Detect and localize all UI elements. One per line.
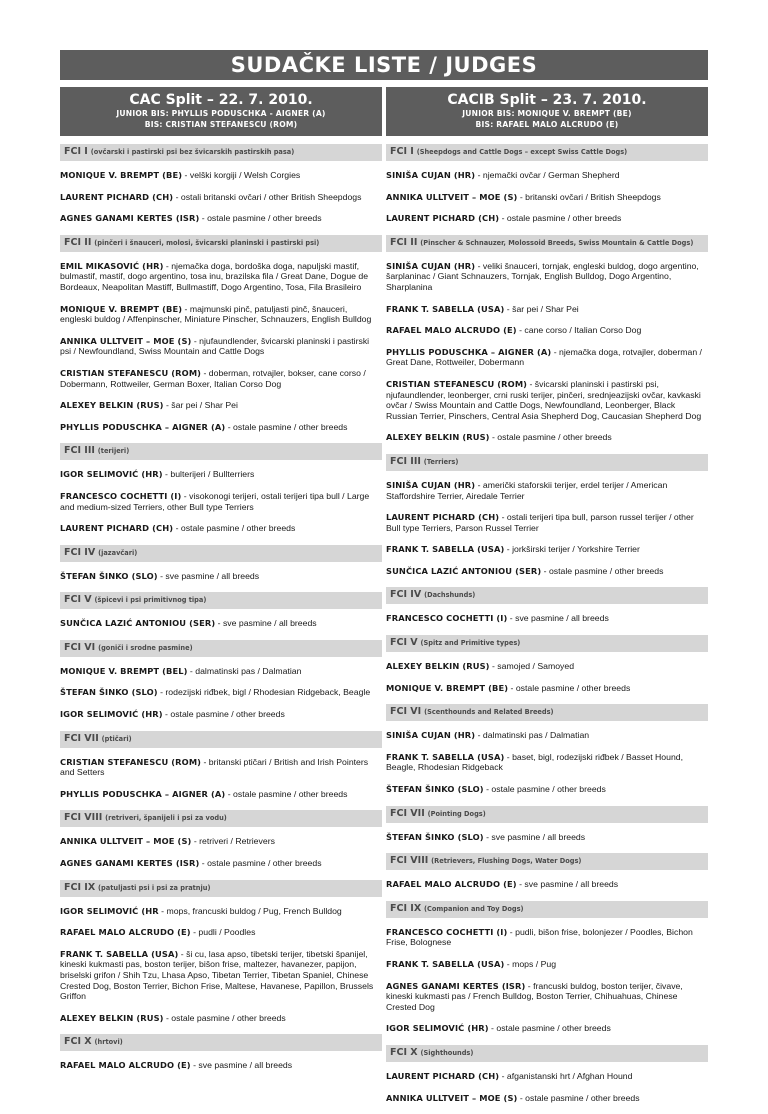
breed-assignment: - ostale pasmine / other breeds xyxy=(541,565,664,576)
judge-entry xyxy=(386,1023,708,1034)
fci-group-name: (hrtovi) xyxy=(94,1038,123,1047)
judge-entry xyxy=(60,304,382,325)
judge-entry xyxy=(386,432,708,443)
breed-assignment: - ši cu, lasa apso, tibetski terijer, tibetski španijel, kineski kukmasti pas, boston terijer, bišon frise, maltezer, havanezer, papijon, briselski grifon / Shih Tzu, Lhasa Apso, Tibetan Terrier, Tibetan Spaniel, Chinese Crested Dog, Boston Terrier, Bichon Frise, Maltese, Havanese, Papillon, Brussels Griffon xyxy=(60,948,374,1002)
judge-name: SUNČICA LAZIĆ ANTONIOU (SER) xyxy=(60,618,216,629)
breed-assignment: - ostale pasmine / other breeds xyxy=(489,432,612,443)
column-title: CAC Split – 22. 7. 2010. xyxy=(129,92,313,108)
judge-name: ŠTEFAN ŠINKO (SLO) xyxy=(386,831,484,842)
fci-group xyxy=(60,731,382,800)
fci-group-name: (terijeri) xyxy=(97,447,130,456)
fci-group-header xyxy=(60,235,382,252)
bis-line: BIS: CRISTIAN STEFANESCU (ROM) xyxy=(144,119,298,129)
fci-group-header xyxy=(386,901,708,918)
judge-name: ANNIKA ULLTVEIT – MOE (S) xyxy=(386,1092,518,1103)
judge-name: SINIŠA CUJAN (HR) xyxy=(386,260,476,271)
judge-name: RAFAEL MALO ALCRUDO (E) xyxy=(60,1060,191,1071)
judge-entry xyxy=(60,422,382,433)
fci-group-header xyxy=(386,1045,708,1062)
judge-name: RAFAEL MALO ALCRUDO (E) xyxy=(386,325,517,336)
fci-group xyxy=(60,1034,382,1071)
fci-group-header xyxy=(60,810,382,827)
breed-assignment: - dalmatinski pas / Dalmatian xyxy=(475,730,590,741)
fci-group-header xyxy=(60,731,382,748)
judge-name: MONIQUE V. BREMPT (BEL) xyxy=(60,665,188,676)
fci-group xyxy=(386,454,708,577)
page-title: SUDAČKE LISTE / JUDGES xyxy=(60,50,708,80)
breed-assignment: - velški korgiji / Welsh Corgies xyxy=(182,170,301,180)
judge-name: ANNIKA ULLTVEIT – MOE (S) xyxy=(60,836,192,847)
judge-name: EMIL MIKASOVIĆ (HR) xyxy=(60,260,164,271)
judge-name: IGOR SELIMOVIĆ (HR) xyxy=(60,469,163,480)
breed-assignment: - rodezijski riđbek, bigl / Rhodesian Ridgeback, Beagle xyxy=(157,687,371,698)
fci-group-number: FCI VIII xyxy=(64,812,103,824)
judge-entry xyxy=(60,858,382,869)
fci-group-name: (špicevi i psi primitivnog tipa) xyxy=(94,596,207,605)
judge-name: CRISTIAN STEFANESCU (ROM) xyxy=(386,378,528,389)
cac-header xyxy=(60,87,382,136)
judge-entry xyxy=(60,213,382,224)
judge-name: AGNES GANAMI KERTES (ISR) xyxy=(60,858,200,869)
judge-entry xyxy=(60,192,382,203)
judge-name: ŠTEFAN ŠINKO (SLO) xyxy=(386,784,484,795)
breed-assignment: - mops, francuski buldog / Pug, French Bulldog xyxy=(158,905,342,916)
judge-entry xyxy=(60,400,382,411)
fci-group-header xyxy=(386,454,708,471)
fci-group xyxy=(386,806,708,843)
judge-name: ALEXEY BELKIN (RUS) xyxy=(386,432,490,443)
fci-group xyxy=(60,810,382,868)
judge-entry xyxy=(386,480,708,501)
breed-assignment: - ostali britanski ovčari / other British Sheepdogs xyxy=(173,191,362,202)
judge-entry xyxy=(60,336,382,357)
fci-group-number: FCI VI xyxy=(64,641,96,653)
fci-group-header xyxy=(60,880,382,897)
fci-group-header xyxy=(386,806,708,823)
cac-column xyxy=(60,87,382,1082)
judge-name: PHYLLIS PODUSCHKA – AIGNER (A) xyxy=(386,346,552,357)
group-list xyxy=(60,144,382,1071)
breed-assignment: - pudli, bišon frise, bolonjezer / Poodles, Bichon Frise, Bolognese xyxy=(386,926,693,948)
judge-name: IGOR SELIMOVIĆ (HR) xyxy=(386,1023,489,1034)
judge-entry xyxy=(386,613,708,624)
breed-assignment: - visokonogi terijeri, ostali terijeri tipa bull / Large and medium-sized Terriers, other Bull type Terriers xyxy=(60,490,370,512)
judge-entry xyxy=(386,784,708,795)
group-list xyxy=(386,144,708,1103)
judge-name: LAURENT PICHARD (CH) xyxy=(386,512,500,523)
breed-assignment: - dalmatinski pas / Dalmatian xyxy=(187,665,302,676)
fci-group-number: FCI I xyxy=(64,146,88,157)
fci-group-name: (Dachshunds) xyxy=(424,591,476,600)
breed-assignment: - šar pei / Shar Pei xyxy=(504,303,579,314)
fci-group-header xyxy=(60,443,382,460)
judge-entry xyxy=(60,906,382,917)
judge-name: ŠTEFAN ŠINKO (SLO) xyxy=(60,687,158,698)
judge-entry xyxy=(386,730,708,741)
breed-assignment: - bulterijeri / Bullterriers xyxy=(162,469,255,480)
fci-group xyxy=(60,545,382,582)
breed-assignment: - ostale pasmine / other breeds xyxy=(199,213,322,224)
judge-entry xyxy=(386,959,708,970)
fci-group-number: FCI III xyxy=(390,455,421,467)
fci-group xyxy=(60,443,382,533)
fci-group xyxy=(386,704,708,794)
judge-name: FRANK T. SABELLA (USA) xyxy=(386,751,505,762)
breed-assignment: - veliki šnauceri, tornjak, engleski buldog, dogo argentino, šarplaninac / Giant Schnauzers, Tornjak, English Bulldog, Dogo Argentino, Sharplanina xyxy=(386,260,699,292)
breed-assignment: - samojed / Samoyed xyxy=(489,661,575,672)
fci-group xyxy=(60,235,382,433)
judge-entry xyxy=(60,666,382,677)
fci-group-number: FCI IV xyxy=(64,546,96,558)
judge-name: SINIŠA CUJAN (HR) xyxy=(386,730,476,741)
breed-assignment: - šar pei / Shar Pei xyxy=(163,400,238,411)
judge-entry xyxy=(60,789,382,800)
fci-group xyxy=(60,880,382,1024)
breed-assignment: - švicarski planinski i pastirski psi, njufaundlender, leonberger, crni ruski terijer, pinčeri, srednjeazijski ovčar, kavkaski ovčar / Swiss Mountain and Cattle Dogs, Newfoundland, Leonberger, Black Russian Terrier, Pinschers, Central Asia Shepherd Dog, Caucasian Shepherd Dog xyxy=(386,378,702,421)
judge-entry xyxy=(386,683,708,694)
fci-group-header xyxy=(386,235,708,252)
breed-assignment: - mops / Pug xyxy=(504,959,557,969)
judge-name: FRANCESCO COCHETTI (I) xyxy=(60,490,182,501)
fci-group-name: (Sheepdogs and Cattle Dogs – except Swiss Cattle Dogs) xyxy=(416,148,628,156)
breed-assignment: - ostale pasmine / other breeds xyxy=(225,788,348,799)
judge-entry xyxy=(386,1093,708,1104)
breed-assignment: - pudli / Poodles xyxy=(190,927,256,938)
judge-entry xyxy=(60,709,382,720)
judge-name: SINIŠA CUJAN (HR) xyxy=(386,170,476,180)
breed-assignment: - retriveri / Retrievers xyxy=(191,836,275,847)
junior-bis-line: JUNIOR BIS: MONIQUE V. BREMPT (BE) xyxy=(462,109,632,118)
breed-assignment: - ostale pasmine / other breeds xyxy=(499,213,622,224)
judge-name: RAFAEL MALO ALCRUDO (E) xyxy=(60,927,191,938)
breed-assignment: - njufaundlender, švicarski planinski i pastirski psi / Newfoundland, Swiss Mountain and Cattle Dogs xyxy=(60,335,370,357)
fci-group xyxy=(386,853,708,890)
fci-group-header xyxy=(386,587,708,604)
breed-assignment: - doberman, rotvajler, bokser, cane corso / Dobermann, Rottweiler, German Boxer, Italian Corso Dog xyxy=(60,367,366,389)
judge-name: ALEXEY BELKIN (RUS) xyxy=(60,400,164,411)
judge-entry xyxy=(386,379,708,421)
breed-assignment: - njemački ovčar / German Shepherd xyxy=(475,170,620,180)
breed-assignment: - ostale pasmine / other breeds xyxy=(162,709,285,720)
fci-group xyxy=(386,144,708,224)
breed-assignment: - ostale pasmine / other breeds xyxy=(483,784,606,795)
breed-assignment: - ostale pasmine / other breeds xyxy=(163,1012,286,1023)
judge-name: FRANCESCO COCHETTI (I) xyxy=(386,926,508,937)
judge-entry xyxy=(60,523,382,534)
fci-group-number: FCI VII xyxy=(390,807,425,819)
judge-entry xyxy=(60,687,382,698)
fci-group-name: (Terriers) xyxy=(423,457,459,466)
judge-entry xyxy=(386,832,708,843)
breed-assignment: - ostale pasmine / other breeds xyxy=(173,523,296,534)
fci-group-header xyxy=(386,635,708,652)
judge-name: SINIŠA CUJAN (HR) xyxy=(386,479,476,490)
judge-name: ŠTEFAN ŠINKO (SLO) xyxy=(60,570,158,581)
judge-entry xyxy=(386,213,708,224)
fci-group-header xyxy=(60,592,382,609)
fci-group-header xyxy=(60,144,382,161)
judge-name: PHYLLIS PODUSCHKA – AIGNER (A) xyxy=(60,421,226,432)
breed-assignment: - jorkširski terijer / Yorkshire Terrier xyxy=(504,544,640,555)
judge-entry xyxy=(60,571,382,582)
judge-entry xyxy=(386,325,708,336)
fci-group xyxy=(386,235,708,443)
judge-entry xyxy=(60,170,382,181)
judge-entry xyxy=(386,752,708,773)
fci-group-number: FCI I xyxy=(390,146,414,157)
fci-group-name: (Sighthounds) xyxy=(420,1048,474,1057)
judge-entry xyxy=(386,192,708,203)
judge-entry xyxy=(386,927,708,948)
judge-name: LAURENT PICHARD (CH) xyxy=(386,1070,500,1081)
breed-assignment: - sve pasmine / all breeds xyxy=(190,1060,293,1071)
fci-group-name: (ovčarski i pastirski psi bez švicarskih pastirskih pasa) xyxy=(90,148,295,156)
breed-assignment: - sve pasmine / all breeds xyxy=(157,570,260,581)
breed-assignment: - afganistanski hrt / Afghan Hound xyxy=(499,1070,633,1081)
judge-name: SUNČICA LAZIĆ ANTONIOU (SER) xyxy=(386,565,542,576)
judge-name: FRANCESCO COCHETTI (I) xyxy=(386,613,508,624)
fci-group-number: FCI II xyxy=(390,236,418,248)
breed-assignment: - ostale pasmine / other breeds xyxy=(517,1092,640,1103)
fci-group-name: (retriveri, španijeli i psi za vodu) xyxy=(105,814,227,823)
fci-group-number: FCI IX xyxy=(64,881,96,893)
judge-name: ANNIKA ULLTVEIT – MOE (S) xyxy=(386,191,518,202)
fci-group-number: FCI V xyxy=(390,637,418,649)
fci-group-name: (ptičari) xyxy=(101,734,132,743)
fci-group-name: (Scenthounds and Related Breeds) xyxy=(424,708,554,717)
judge-entry xyxy=(60,836,382,847)
judge-entry xyxy=(60,261,382,293)
fci-group-number: FCI X xyxy=(390,1046,418,1058)
fci-group-header xyxy=(386,704,708,721)
fci-group-header xyxy=(386,144,708,161)
judge-name: FRANK T. SABELLA (USA) xyxy=(386,959,505,969)
breed-assignment: - njemačka doga, rotvajler, doberman / Great Dane, Rottweiler, Dobermann xyxy=(386,346,702,368)
judge-entry xyxy=(386,304,708,315)
fci-group-number: FCI V xyxy=(64,594,92,606)
fci-group-name: (Pinscher & Schnauzer, Molossoid Breeds, Swiss Mountain & Cattle Dogs) xyxy=(420,238,694,247)
judge-name: LAURENT PICHARD (CH) xyxy=(386,213,500,224)
judge-name: IGOR SELIMOVIĆ (HR) xyxy=(60,709,163,720)
judge-entry xyxy=(386,347,708,368)
fci-group-number: FCI II xyxy=(64,236,92,248)
fci-group-number: FCI VIII xyxy=(390,855,429,867)
judge-name: MONIQUE V. BREMPT (BE) xyxy=(386,682,509,693)
breed-assignment: - francuski buldog, boston terijer, čivave, kineski kukmasti pas / French Bulldog, Boston Terrier, Chihuahuas, Chinese Crested Dog xyxy=(386,980,683,1012)
breed-assignment: - sve pasmine / all breeds xyxy=(215,618,317,629)
fci-group-name: (Retrievers, Flushing Dogs, Water Dogs) xyxy=(431,857,582,866)
fci-group-header xyxy=(60,545,382,562)
judge-name: MONIQUE V. BREMPT (BE) xyxy=(60,170,183,180)
breed-assignment: - ostale pasmine / other breeds xyxy=(199,858,322,869)
judge-entry xyxy=(386,512,708,533)
judge-name: RAFAEL MALO ALCRUDO (E) xyxy=(386,879,517,890)
fci-group-number: FCI III xyxy=(64,445,95,457)
judge-entry xyxy=(60,1060,382,1071)
breed-assignment: - sve pasmine / all breeds xyxy=(507,613,609,624)
fci-group-number: FCI IX xyxy=(390,902,422,914)
fci-group xyxy=(60,144,382,224)
fci-group-header xyxy=(60,1034,382,1051)
fci-group xyxy=(386,635,708,693)
breed-assignment: - ostali terijeri tipa bull, parson russel terijer / other Bull type Terriers, Parson Russel Terrier xyxy=(386,512,694,533)
judge-name: AGNES GANAMI KERTES (ISR) xyxy=(60,213,200,224)
fci-group-number: FCI VII xyxy=(64,732,99,744)
fci-group xyxy=(386,1045,708,1103)
judge-entry xyxy=(60,618,382,629)
breed-assignment: - cane corso / Italian Corso Dog xyxy=(516,325,642,336)
judge-name: ALEXEY BELKIN (RUS) xyxy=(386,661,490,672)
breed-assignment: - ostale pasmine / other breeds xyxy=(225,421,348,432)
breed-assignment: - britanski ovčari / British Sheepdogs xyxy=(517,191,661,202)
judge-name: FRANK T. SABELLA (USA) xyxy=(386,544,505,555)
judge-name: ANNIKA ULLTVEIT – MOE (S) xyxy=(60,335,192,346)
judge-name: ALEXEY BELKIN (RUS) xyxy=(60,1012,164,1023)
breed-assignment: - sve pasmine / all breeds xyxy=(516,879,619,890)
fci-group-name: (Companion and Toy Dogs) xyxy=(424,904,524,913)
fci-group xyxy=(386,587,708,624)
judge-name: CRISTIAN STEFANESCU (ROM) xyxy=(60,367,202,378)
judge-entry xyxy=(386,566,708,577)
judge-name: AGNES GANAMI KERTES (ISR) xyxy=(386,980,526,991)
judge-entry xyxy=(60,1013,382,1024)
junior-bis-line: JUNIOR BIS: PHYLLIS PODUSCHKA - AIGNER (A) xyxy=(116,109,326,118)
fci-group xyxy=(386,901,708,1034)
judge-entry xyxy=(386,261,708,293)
judge-entry xyxy=(386,544,708,555)
breed-assignment: - britanski ptičari / British and Irish Pointers and Setters xyxy=(60,756,369,778)
judge-entry xyxy=(60,757,382,778)
fci-group-header xyxy=(386,853,708,870)
fci-group-name: (Pointing Dogs) xyxy=(427,809,486,818)
fci-group-name: (goniči i srodne pasmine) xyxy=(98,643,193,652)
fci-group-number: FCI X xyxy=(64,1036,92,1048)
fci-group xyxy=(60,592,382,629)
judge-name: IGOR SELIMOVIĆ (HR xyxy=(60,905,159,916)
judge-entry xyxy=(386,981,708,1013)
judge-entry xyxy=(386,170,708,181)
breed-assignment: - majmunski pinč, patuljasti pinč, šnauceri, engleski buldog / Affenpinscher, Miniature Pinscher, Schnauzers, English Bulldog xyxy=(60,303,372,325)
judge-name: FRANK T. SABELLA (USA) xyxy=(386,303,505,314)
fci-group-number: FCI VI xyxy=(390,706,422,718)
judge-entry xyxy=(60,469,382,480)
breed-assignment: - američki staforskii terijer, erdel terijer / American Staffordshire Terrier, Airedale Terrier xyxy=(386,479,668,501)
fci-group-name: (pinčeri i šnauceri, molosi, švicarski planinski i pastirski psi) xyxy=(94,238,320,247)
fci-group-name: (Spitz and Primitive types) xyxy=(420,639,521,648)
fci-group xyxy=(60,640,382,720)
breed-assignment: - njemačka doga, bordoška doga, napuljski mastif, bulmastif, mastif, dogo argentino, tosa inu, brazilska fila / Great Dane, Dogue de Bordeaux, Neapolitan Mastiff, Bullmastiff, Dogo Argentino, Tosa, Fila Brasileiro xyxy=(60,260,369,292)
fci-group-header xyxy=(60,640,382,657)
cacib-header xyxy=(386,87,708,136)
bis-line: BIS: RAFAEL MALO ALCRUDO (E) xyxy=(475,119,619,129)
judge-name: FRANK T. SABELLA (USA) xyxy=(60,948,179,959)
judge-entry xyxy=(386,661,708,672)
judge-name: MONIQUE V. BREMPT (BE) xyxy=(60,303,183,314)
fci-group-number: FCI IV xyxy=(390,589,422,601)
judge-name: PHYLLIS PODUSCHKA – AIGNER (A) xyxy=(60,788,226,799)
cacib-column xyxy=(386,87,708,1114)
breed-assignment: - baset, bigl, rodezijski riđbek / Basset Hound, Beagle, Rhodesian Ridgeback xyxy=(386,751,684,773)
judge-entry xyxy=(60,927,382,938)
judge-entry xyxy=(60,368,382,389)
judge-name: LAURENT PICHARD (CH) xyxy=(60,191,174,202)
judge-name: LAURENT PICHARD (CH) xyxy=(60,523,174,534)
judge-entry xyxy=(386,879,708,890)
judge-name: CRISTIAN STEFANESCU (ROM) xyxy=(60,756,202,767)
fci-group-name: (jazavčari) xyxy=(98,548,138,557)
breed-assignment: - ostale pasmine / other breeds xyxy=(508,682,631,693)
breed-assignment: - ostale pasmine / other breeds xyxy=(488,1023,611,1034)
fci-group-name: (patuljasti psi i psi za pratnju) xyxy=(98,883,211,892)
breed-assignment: - sve pasmine / all breeds xyxy=(483,831,586,842)
column-title: CACIB Split – 23. 7. 2010. xyxy=(447,92,647,108)
judge-entry xyxy=(60,491,382,512)
judge-entry xyxy=(386,1071,708,1082)
